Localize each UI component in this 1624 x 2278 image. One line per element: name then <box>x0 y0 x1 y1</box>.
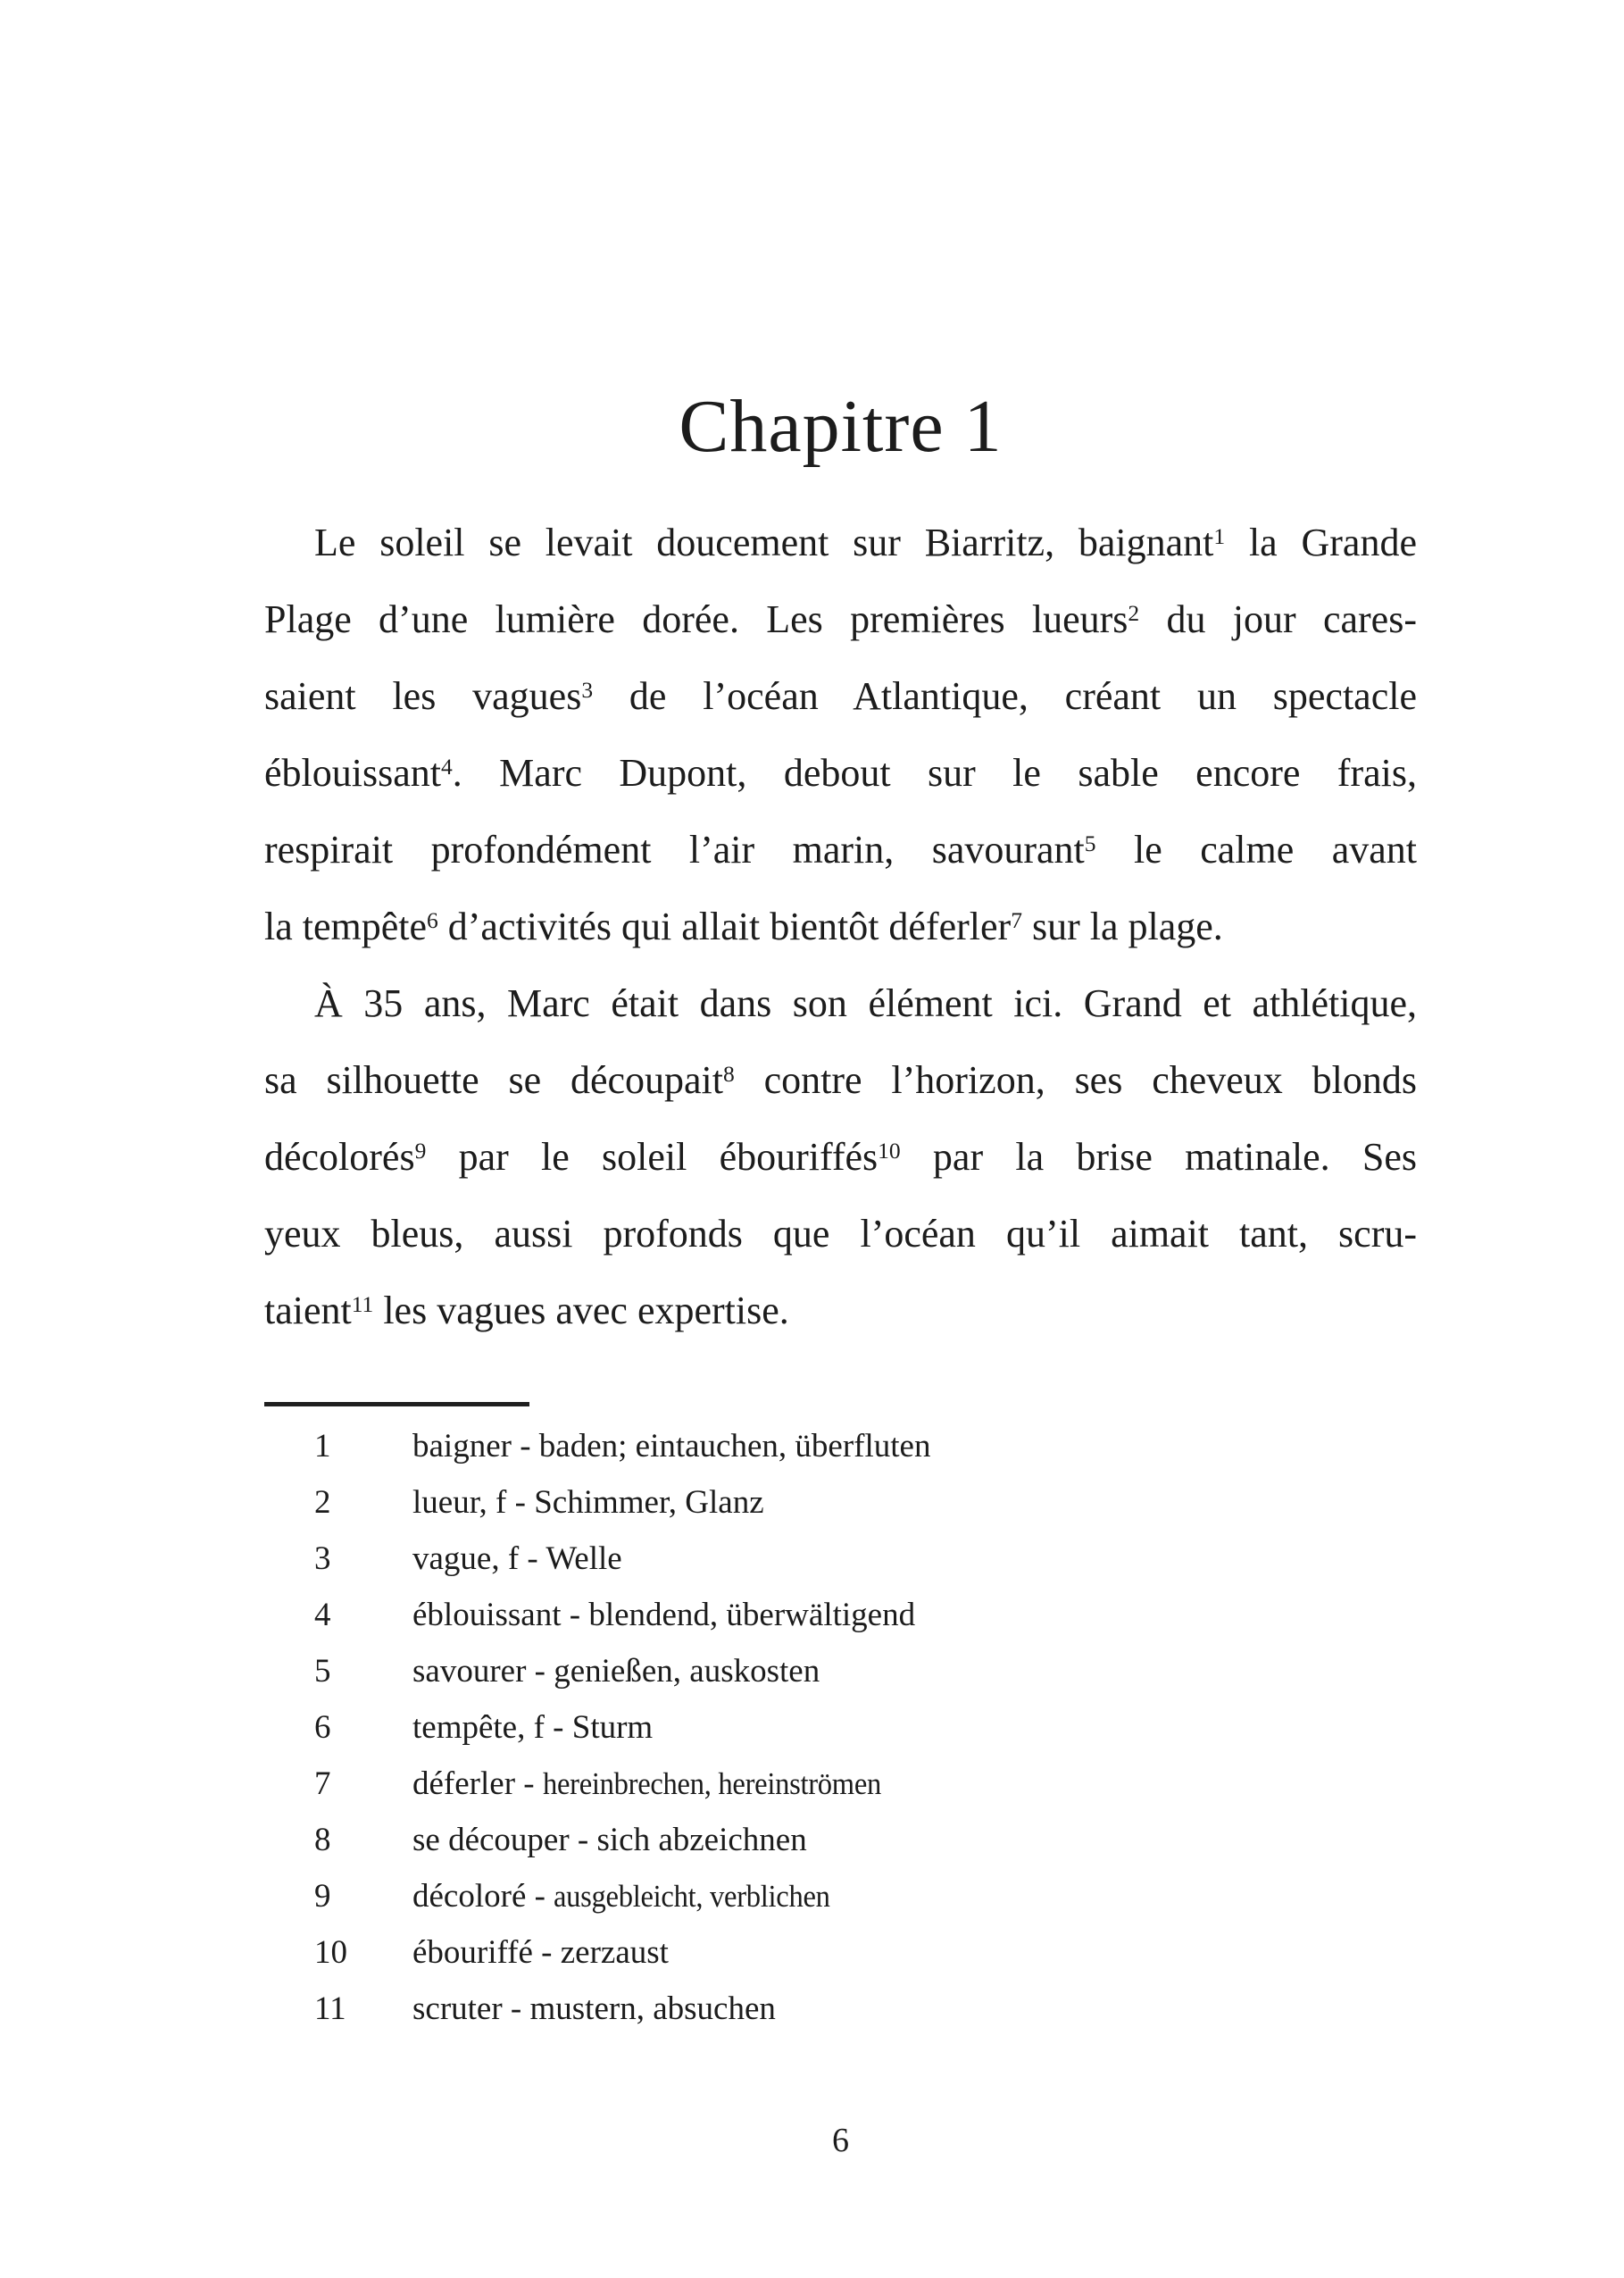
text-line: respirait profondément l’air marin, savourant$^5$ le calme avant <box>264 828 1417 872</box>
footnote-text: baigner - baden; eintauchen, überfluten <box>412 1428 931 1464</box>
text-line: Plage d’une lumière dorée. Les premières lueurs$^2$ du jour cares- <box>264 597 1417 641</box>
footnote-translation: Sturm <box>571 1709 654 1746</box>
text-line: saient les vagues$^3$ de l’océan Atlantique, créant un spectacle <box>264 674 1417 718</box>
footnote-number: 6 <box>314 1709 331 1746</box>
footnote-number: 8 <box>314 1822 331 1858</box>
footnote-number: 11 <box>314 1990 346 2027</box>
footnote-separator <box>264 1402 529 1406</box>
footnote-item <box>264 1474 1417 1531</box>
footnote-text: se découper - sich abzeichnen <box>412 1822 807 1858</box>
footnote-number: 4 <box>314 1597 331 1633</box>
footnote-number: 5 <box>314 1653 331 1690</box>
paragraph <box>264 505 1417 965</box>
footnote-ref: 1 <box>1213 522 1226 549</box>
footnote-item <box>264 1924 1417 1981</box>
footnote-translation: blendend, überwältigend <box>588 1597 916 1633</box>
footnote-item <box>264 1812 1417 1868</box>
footnote-number: 7 <box>314 1765 331 1802</box>
text-line: Le soleil se levait doucement sur Biarritz, baignant$^1$ la Grande <box>314 521 1417 564</box>
text-line: éblouissant$^4$. Marc Dupont, debout sur le sable encore frais, <box>264 751 1417 795</box>
page-content <box>264 385 1417 2159</box>
footnote-text: tempête, f - Sturm <box>412 1709 654 1746</box>
footnote-text: lueur, f - Schimmer, Glanz <box>412 1484 764 1521</box>
footnote-item <box>264 1699 1417 1756</box>
footnote-ref: 5 <box>1084 830 1096 856</box>
text-line: yeux bleus, aussi profonds que l’océan qu’il aimait tant, scru- <box>264 1212 1417 1256</box>
footnote-text: décoloré - ausgebleicht, verblichen <box>412 1868 1417 1924</box>
footnote-translation: Schimmer, Glanz <box>534 1484 764 1521</box>
footnote-ref: 7 <box>1011 906 1022 933</box>
footnote-ref: 6 <box>427 906 438 933</box>
footnote-translation: Welle <box>545 1540 622 1577</box>
body-text <box>264 505 1417 1349</box>
text-line: taient$^{11}$ les vagues avec expertise. <box>264 1289 789 1332</box>
paragraph <box>264 965 1417 1349</box>
text-line: décolorés$^9$ par le soleil ébouriffés$^{10}$ par la brise matinale. Ses <box>264 1135 1417 1179</box>
footnote-ref: 10 <box>878 1137 901 1164</box>
footnote-ref: 8 <box>723 1060 735 1087</box>
footnote-ref: 4 <box>440 753 453 780</box>
footnote-item <box>264 1643 1417 1699</box>
footnote-text: éblouissant - blendend, überwältigend <box>412 1597 916 1633</box>
chapter-title: Chapitre 1 <box>679 385 1003 468</box>
footnote-translation: mustern, absuchen <box>529 1990 776 2027</box>
text-line: la tempête$^6$ d’activités qui allait bientôt déferler$^7$ sur la plage. <box>264 905 1223 948</box>
footnote-translation: hereinbrechen, hereinströmen <box>542 1766 881 1801</box>
footnote-translation: baden; eintauchen, überfluten <box>538 1428 931 1464</box>
footnote-ref: 3 <box>581 676 594 703</box>
footnote-item <box>264 1531 1417 1587</box>
page-number: 6 <box>832 2122 849 2159</box>
text-line: sa silhouette se découpait$^8$ contre l’horizon, ses cheveux blonds <box>264 1058 1417 1102</box>
footnote-item <box>264 1981 1417 2037</box>
footnotes-list <box>264 1418 1417 2037</box>
footnote-text: déferler - hereinbrechen, hereinströmen <box>412 1756 1417 1812</box>
text-line: À 35 ans, Marc était dans son élément ici. Grand et athlétique, <box>314 981 1417 1025</box>
footnote-number: 1 <box>314 1428 331 1464</box>
footnote-text: ébouriffé - zerzaust <box>412 1934 669 1971</box>
footnote-text: scruter - mustern, absuchen <box>412 1990 776 2027</box>
footnote-ref: 11 <box>351 1290 374 1317</box>
footnote-text: vague, f - Welle <box>412 1540 622 1577</box>
footnote-translation: ausgebleicht, verblichen <box>554 1879 830 1914</box>
footnote-item <box>264 1756 1417 1812</box>
footnote-item <box>264 1418 1417 1474</box>
footnote-number: 3 <box>314 1540 331 1577</box>
footnote-text: savourer - genießen, auskosten <box>412 1653 820 1690</box>
footnote-translation: sich abzeichnen <box>596 1822 807 1858</box>
footnote-number: 10 <box>314 1934 347 1971</box>
footnote-translation: zerzaust <box>560 1934 669 1971</box>
footnote-ref: 2 <box>1128 599 1140 626</box>
footnote-item <box>264 1868 1417 1924</box>
footnote-ref: 9 <box>414 1137 427 1164</box>
footnote-translation: genießen, auskosten <box>554 1653 820 1690</box>
footnote-item <box>264 1587 1417 1643</box>
footnote-number: 9 <box>314 1878 331 1915</box>
footnote-number: 2 <box>314 1484 331 1521</box>
